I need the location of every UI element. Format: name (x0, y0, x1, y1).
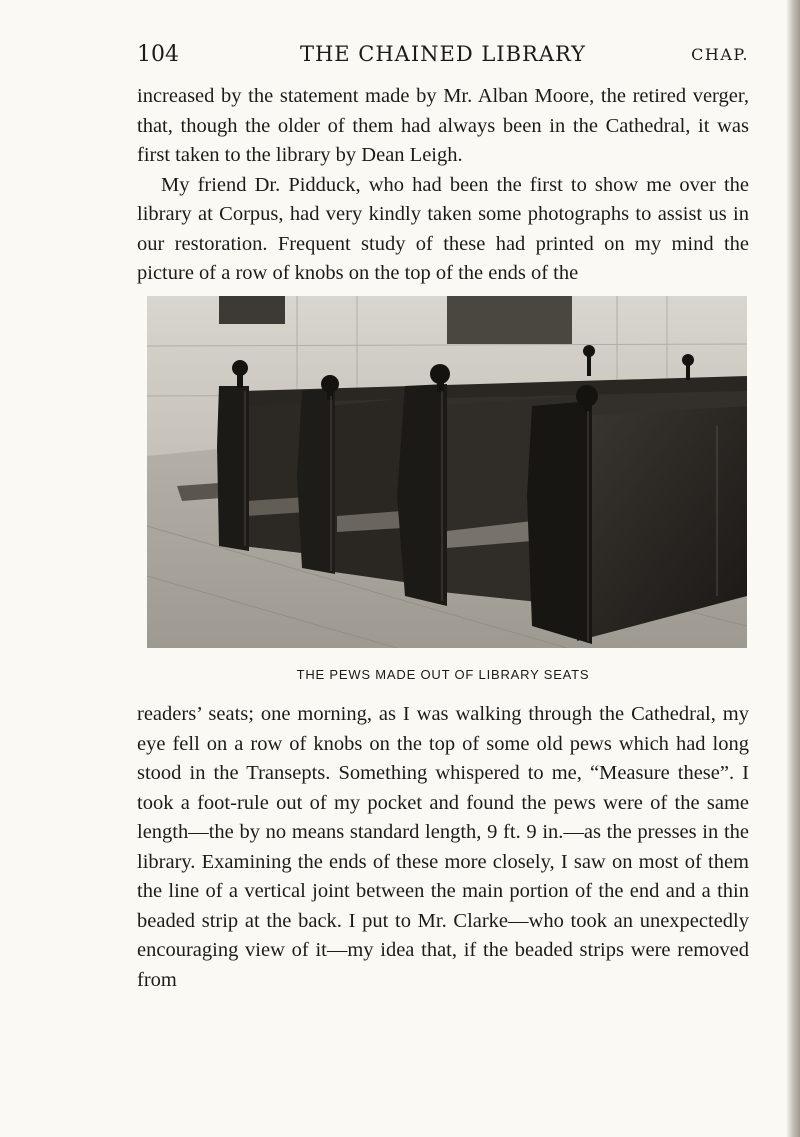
running-title: THE CHAINED LIBRARY (299, 42, 587, 66)
page-edge-shadow (786, 0, 800, 1137)
pews-photograph (147, 296, 747, 648)
figure-caption: THE PEWS MADE OUT OF LIBRARY SEATS (296, 667, 590, 682)
top-text-block (137, 82, 749, 289)
running-header (137, 42, 749, 72)
page-number: 104 (137, 42, 179, 67)
chapter-label: CHAP. (691, 45, 749, 64)
pews-illustration (147, 296, 747, 648)
paragraph-continuation: increased by the statement made by Mr. Alban Moore, the retired verger, that, though the older of them had always been in the Cathedral, it was first taken to the library by Dean Leigh. (137, 85, 749, 166)
paragraph-pidduck: My friend Dr. Pidduck, who had been the first to show me over the library at Corpus, had very kindly taken some photographs to assist us in our restoration. Frequent study of these had printed on my mind the picture of a row of knobs on the top of the ends of the (137, 173, 749, 284)
paragraph-readers-seats: readers’ seats; one morning, as I was walking through the Cathedral, my eye fell on a row of knobs on the top of some old pews which had long stood in the Transepts. Something whispered to me, “Measure these”. I took a foot-rule out of my pocket and found the pews were of the same length—the by no means standard length, 9 ft. 9 in.—as the presses in the library. Examining the ends of these more closely, I saw on most of them the line of a vertical joint between the main portion of the end and a thin beaded strip at the back. I put to Mr. Clarke—who took an unexpectedly encouraging view of it—my idea that, if the beaded strips were removed from (137, 703, 749, 991)
